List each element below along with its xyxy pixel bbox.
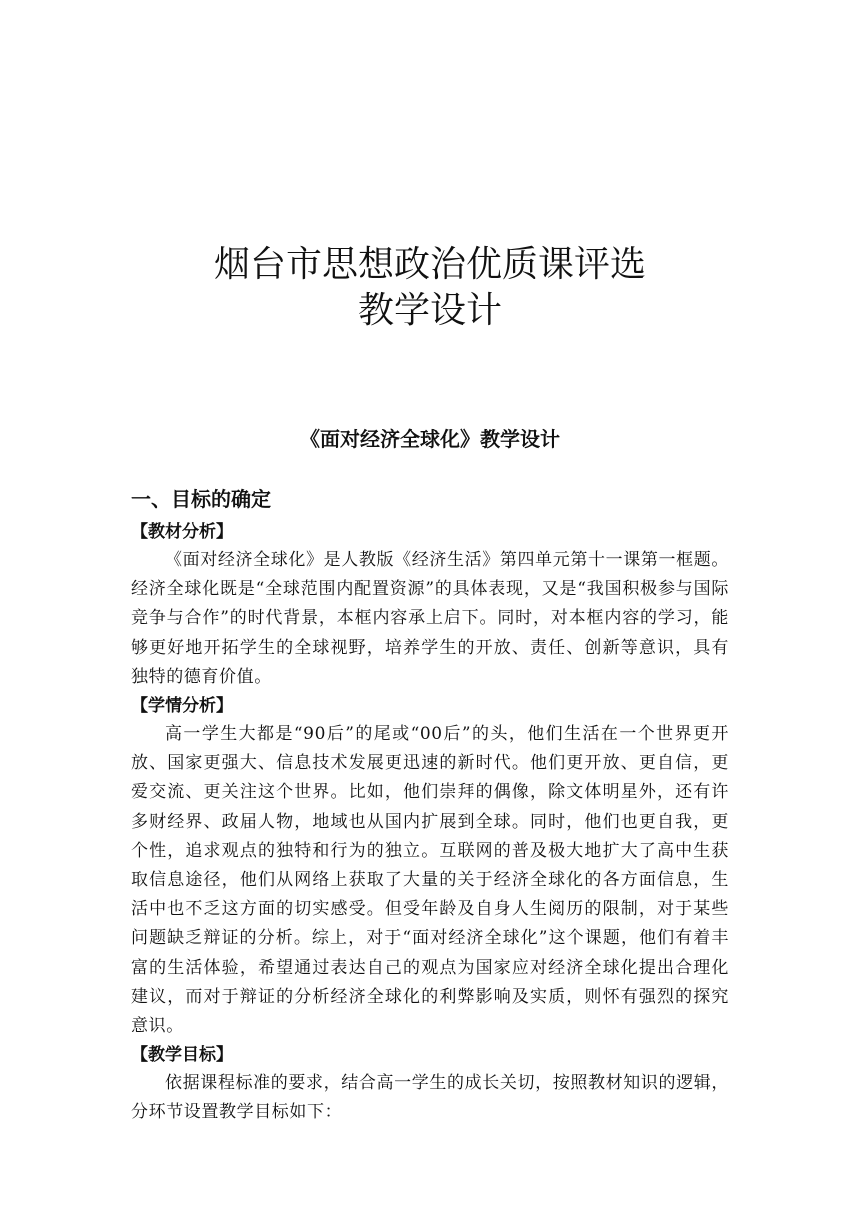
teaching-goals-heading: 【教学目标】: [131, 1045, 233, 1066]
document-title: 《面对经济全球化》教学设计: [300, 427, 560, 451]
student-analysis-heading: 【学情分析】: [131, 696, 233, 717]
materials-analysis-heading: 【教材分析】: [131, 522, 233, 542]
document-body: [131, 486, 729, 1128]
materials-analysis-paragraph: 《面对经济全球化》是人教版《经济生活》第四单元第十一课第一框题。经济全球化既是“全球范围内配置资源”的具体表现，又是“我国积极参与国际竞争与合作”的时代背景，本框内容承上启下。同时，对本框内容的学习，能够更好地开拓学生的全球视野，培养学生的开放、责任、创新等意识，具有独特的德育价值。: [131, 550, 729, 687]
section-heading: 一、目标的确定: [131, 487, 271, 511]
cover-title-line2: 教学设计: [357, 290, 502, 331]
student-analysis-paragraph: 高一学生大都是“90后”的尾或“00后”的头，他们生活在一个世界更开放、国家更强大、信息技术发展更迅速的新时代。他们更开放、更自信，更爱交流、更关注这个世界。比如，他们崇拜的偶像，除文体明星外，还有许多财经界、政届人物，地域也从国内扩展到全球。同时，他们也更自我，更个性，追求观点的独特和行为的独立。互联网的普及极大地扩大了高中生获取信息途径，他们从网络上获取了大量的关于经济全球化的各方面信息，生活中也不乏这方面的切实感受。但受年龄及自身人生阅历的限制，对于某些问题缺乏辩证的分析。综上，对于“面对经济全球化”这个课题，他们有着丰富的生活体验，希望通过表达自己的观点为国家应对经济全球化提出合理化建议，而对于辩证的分析经济全球化的利弊影响及实质，则怀有强烈的探究意识。: [131, 724, 729, 1037]
cover-title-line1: 烟台市思想政治优质课评选: [213, 244, 646, 285]
teaching-goals-paragraph: 依据课程标准的要求，结合高一学生的成长关切，按照教材知识的逻辑，分环节设置教学目标如下：: [131, 1073, 729, 1123]
